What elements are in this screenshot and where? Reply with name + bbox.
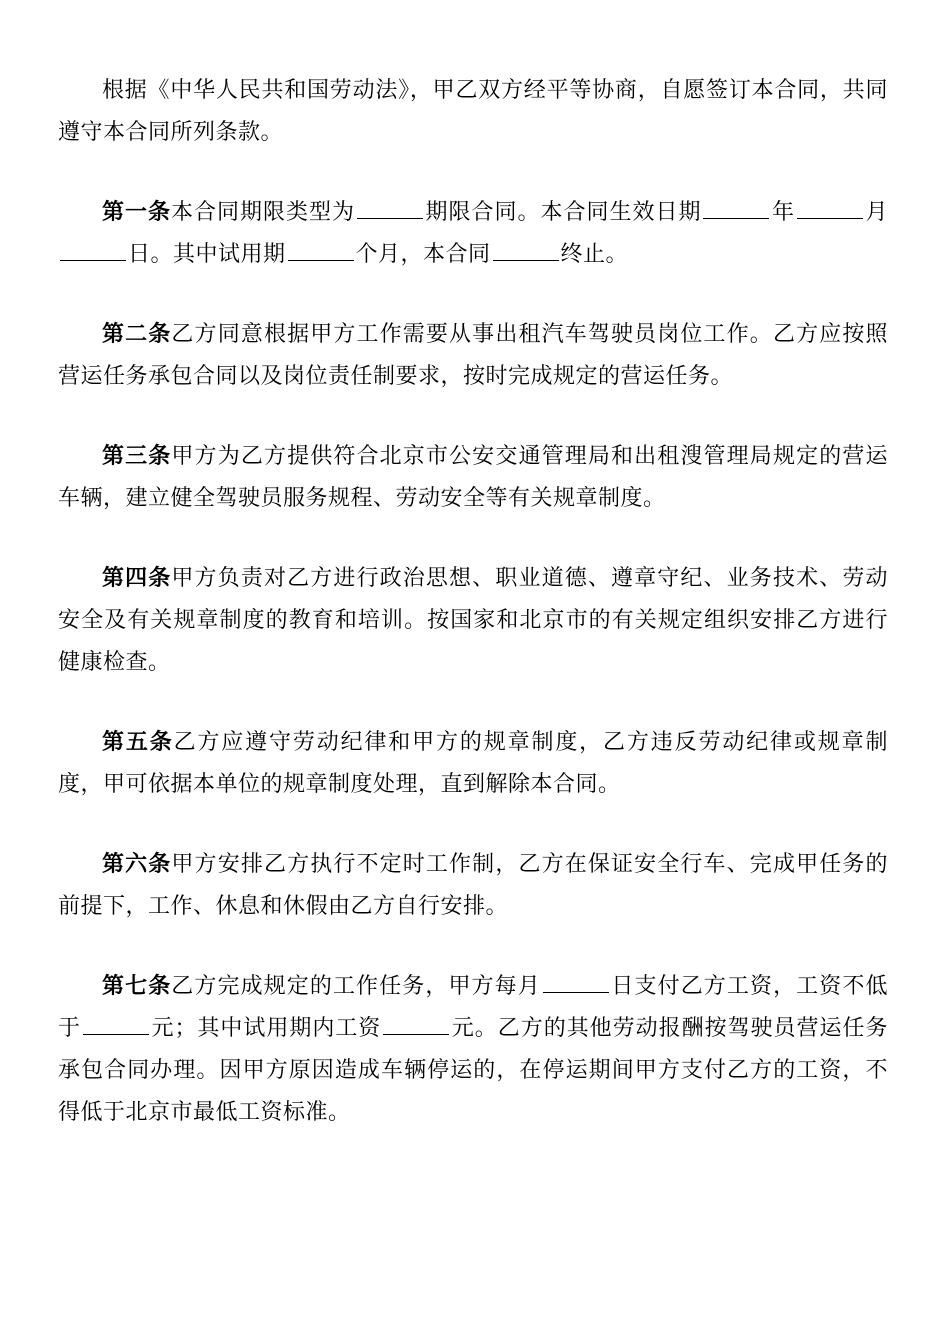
article-7-title: 第七条 [102,973,172,999]
article-3-text: 甲方为乙方提供符合北京市公安交通管理局和出租溲管理局规定的营运车辆，建立健全驾驶员服务规程、劳动安全等有关规章制度。 [58,444,888,511]
article-4-title: 第四条 [102,565,172,591]
intro-paragraph [58,70,888,154]
article-2-title: 第二条 [102,321,172,347]
contract-type-blank[interactable] [357,196,423,219]
article-7-text-2: 日支付乙方工资，工资不低于 [58,974,888,1041]
article-1-text-3: 年 [771,200,795,225]
article-2 [58,313,888,398]
article-6-text: 甲方安排乙方执行不定时工作制，乙方在保证安全行车、完成甲任务的前提下，工作、休息和休假由乙方自行安排。 [58,852,888,919]
article-1-text-4: 月 [864,200,888,225]
pay-day-blank[interactable] [543,970,609,993]
article-7-text-4: 元。乙方的其他劳动报酬按驾驶员营运任务承包合同办理。因甲方原因造成车辆停运的，在停运期间甲方支付乙方的工资，不得低于北京市最低工资标准。 [58,1016,888,1125]
article-5 [58,721,888,806]
article-1-text-2: 期限合同。本合同生效日期 [424,200,702,225]
article-1 [58,191,888,276]
effective-month-blank[interactable] [797,196,863,219]
min-wage-blank[interactable] [83,1012,149,1035]
intro-text: 根据《中华人民共和国劳动法》，甲乙双方经平等协商，自愿签订本合同，共同遵守本合同所列条款。 [58,78,888,145]
article-4 [58,557,888,684]
article-5-title: 第五条 [102,729,174,755]
article-4-text: 甲方负责对乙方进行政治思想、职业道德、遵章守纪、业务技术、劳动安全及有关规章制度的教育和培训。按国家和北京市的有关规定组织安排乙方进行健康检查。 [58,566,888,675]
article-5-text: 乙方应遵守劳动纪律和甲方的规章制度，乙方违反劳动纪律或规章制度，甲可依据本单位的规章制度处理，直到解除本合同。 [58,730,888,797]
article-2-text: 乙方同意根据甲方工作需要从事出租汽车驾驶员岗位工作。乙方应按照营运任务承包合同以及岗位责任制要求，按时完成规定的营运任务。 [58,322,888,389]
article-1-text-7: 终止。 [560,242,629,267]
article-1-text-6: 个月，本合同 [355,242,491,267]
article-6-title: 第六条 [102,851,172,877]
article-7-text-1: 乙方完成规定的工作任务，甲方每月 [171,974,541,999]
article-3 [58,435,888,520]
probation-wage-blank[interactable] [383,1012,449,1035]
probation-months-blank[interactable] [288,238,354,261]
article-7-text-3: 元；其中试用期内工资 [150,1016,382,1041]
article-1-title: 第一条 [102,199,171,225]
termination-blank[interactable] [493,238,559,261]
effective-year-blank[interactable] [703,196,769,219]
article-7 [58,965,888,1134]
article-6 [58,843,888,928]
article-1-text-5: 日。其中试用期 [128,242,286,267]
article-1-text-1: 本合同期限类型为 [171,200,355,225]
effective-day-blank[interactable] [60,238,126,261]
article-3-title: 第三条 [102,443,172,469]
